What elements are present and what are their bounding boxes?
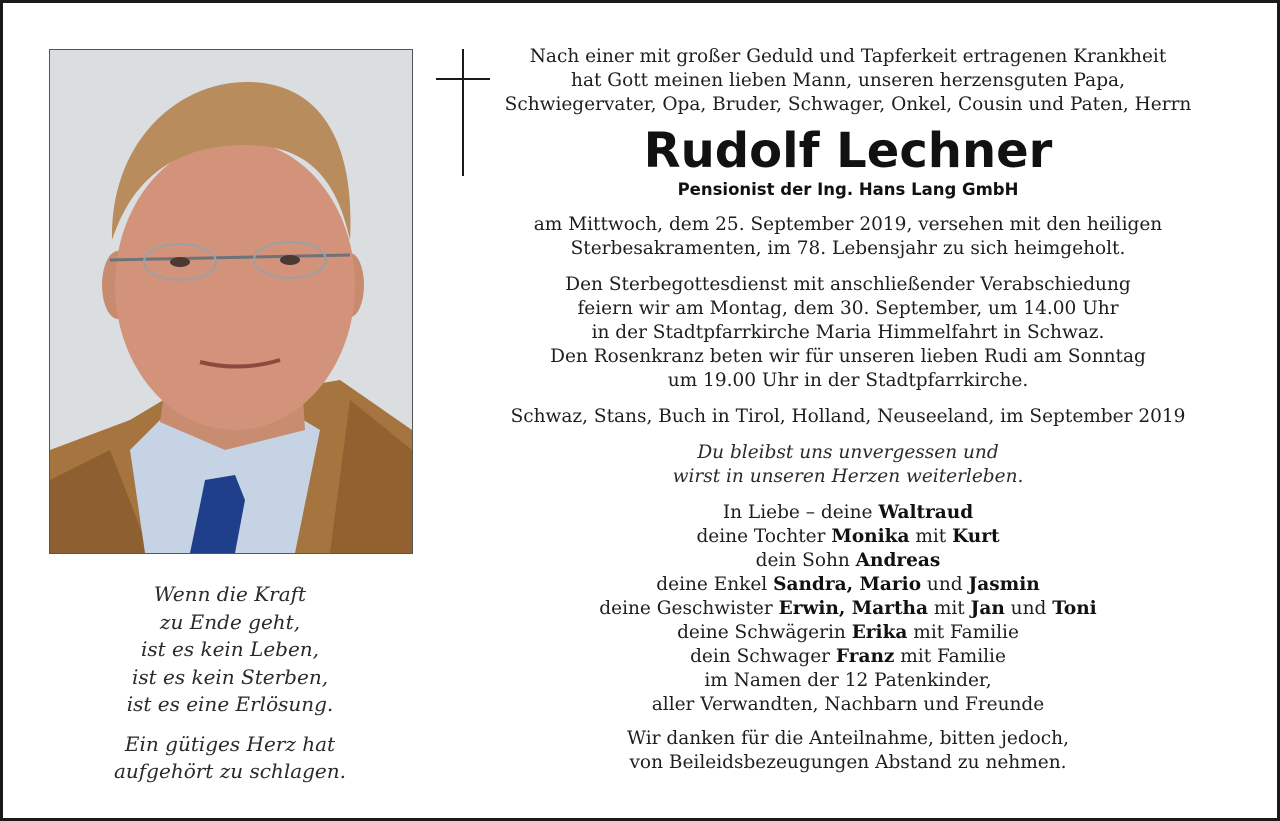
mourner-name: Kurt: [952, 526, 1000, 547]
mourner-text: In Liebe – deine: [722, 502, 879, 523]
place-date: Schwaz, Stans, Buch in Tirol, Holland, Neuseeland, im September 2019: [510, 406, 1186, 427]
service-line: Den Rosenkranz beten wir für unseren lieben Rudi am Sonntag: [550, 346, 1146, 367]
mourner-text: mit Familie: [907, 622, 1019, 643]
mourner-name: Sandra, Mario: [773, 574, 922, 595]
mourner-name: Waltraud: [878, 502, 974, 523]
mourner-name: Erika: [851, 622, 908, 643]
poem-line: Wenn die Kraft: [153, 582, 307, 606]
poem-line: ist es kein Leben,: [140, 637, 320, 661]
intro-line: hat Gott meinen lieben Mann, unseren herzensguten Papa,: [571, 70, 1125, 91]
mourner-text: dein Sohn: [755, 550, 856, 571]
mourner-line: [473, 645, 1223, 669]
memorial-poem: [49, 581, 411, 786]
mourner-text: und: [1004, 598, 1053, 619]
service-line: Den Sterbegottesdienst mit anschließender Verabschiedung: [565, 274, 1131, 295]
obituary-text: [473, 45, 1223, 775]
deceased-name: Rudolf Lechner: [643, 123, 1053, 179]
intro-line: Nach einer mit großer Geduld und Tapferkeit ertragenen Krankheit: [529, 46, 1167, 67]
portrait-illustration: [50, 50, 412, 553]
mourner-line: [473, 621, 1223, 645]
service-line: in der Stadtpfarrkirche Maria Himmelfahrt in Schwaz.: [591, 322, 1105, 343]
service-line: um 19.00 Uhr in der Stadtpfarrkirche.: [667, 370, 1029, 391]
mourner-name: Franz: [835, 646, 895, 667]
service-line: feiern wir am Montag, dem 30. September, um 14.00 Uhr: [577, 298, 1119, 319]
mourner-text: deine Enkel: [656, 574, 774, 595]
poem-line: ist es eine Erlösung.: [126, 692, 334, 716]
mourner-line: [473, 501, 1223, 525]
mourner-name: Jan: [970, 598, 1005, 619]
mourner-text: und: [921, 574, 969, 595]
mourner-text: mit: [927, 598, 971, 619]
mourner-name: Erwin, Martha: [778, 598, 928, 619]
mourner-text: mit Familie: [894, 646, 1006, 667]
mourner-name: Jasmin: [968, 574, 1040, 595]
mourner-text: deine Tochter: [696, 526, 832, 547]
death-line: am Mittwoch, dem 25. September 2019, versehen mit den heiligen: [533, 214, 1163, 235]
mourner-name: Toni: [1052, 598, 1097, 619]
poem-line: Ein gütiges Herz hat: [124, 731, 336, 756]
mourner-line: aller Verwandten, Nachbarn und Freunde: [651, 694, 1045, 715]
mourner-text: mit: [909, 526, 953, 547]
mourner-line: [473, 573, 1223, 597]
mourner-name: Andreas: [855, 550, 941, 571]
mourner-name: Monika: [831, 526, 910, 547]
mourner-text: deine Schwägerin: [677, 622, 852, 643]
mourner-line: [473, 549, 1223, 573]
occupation: Pensionist der Ing. Hans Lang GmbH: [677, 180, 1019, 199]
remembrance-line: Du bleibst uns unvergessen und: [697, 442, 999, 463]
death-line: Sterbesakramenten, im 78. Lebensjahr zu sich heimgeholt.: [570, 238, 1126, 259]
thanks-line: Wir danken für die Anteilnahme, bitten jedoch,: [627, 728, 1069, 749]
portrait-photo: [49, 49, 413, 554]
mourner-line: [473, 525, 1223, 549]
mourner-line: [473, 597, 1223, 621]
thanks-line: von Beileidsbezeugungen Abstand zu nehmen.: [629, 752, 1067, 773]
mourner-text: dein Schwager: [690, 646, 836, 667]
poem-line: ist es kein Sterben,: [131, 664, 329, 689]
intro-line: Schwiegervater, Opa, Bruder, Schwager, Onkel, Cousin und Paten, Herrn: [504, 94, 1192, 115]
cross-icon: [462, 49, 464, 176]
mourner-text: deine Geschwister: [599, 598, 779, 619]
remembrance-line: wirst in unseren Herzen weiterleben.: [672, 466, 1024, 487]
mourner-line: im Namen der 12 Patenkinder,: [704, 670, 992, 691]
poem-line: aufgehört zu schlagen.: [113, 759, 347, 783]
poem-line: zu Ende geht,: [159, 609, 301, 634]
